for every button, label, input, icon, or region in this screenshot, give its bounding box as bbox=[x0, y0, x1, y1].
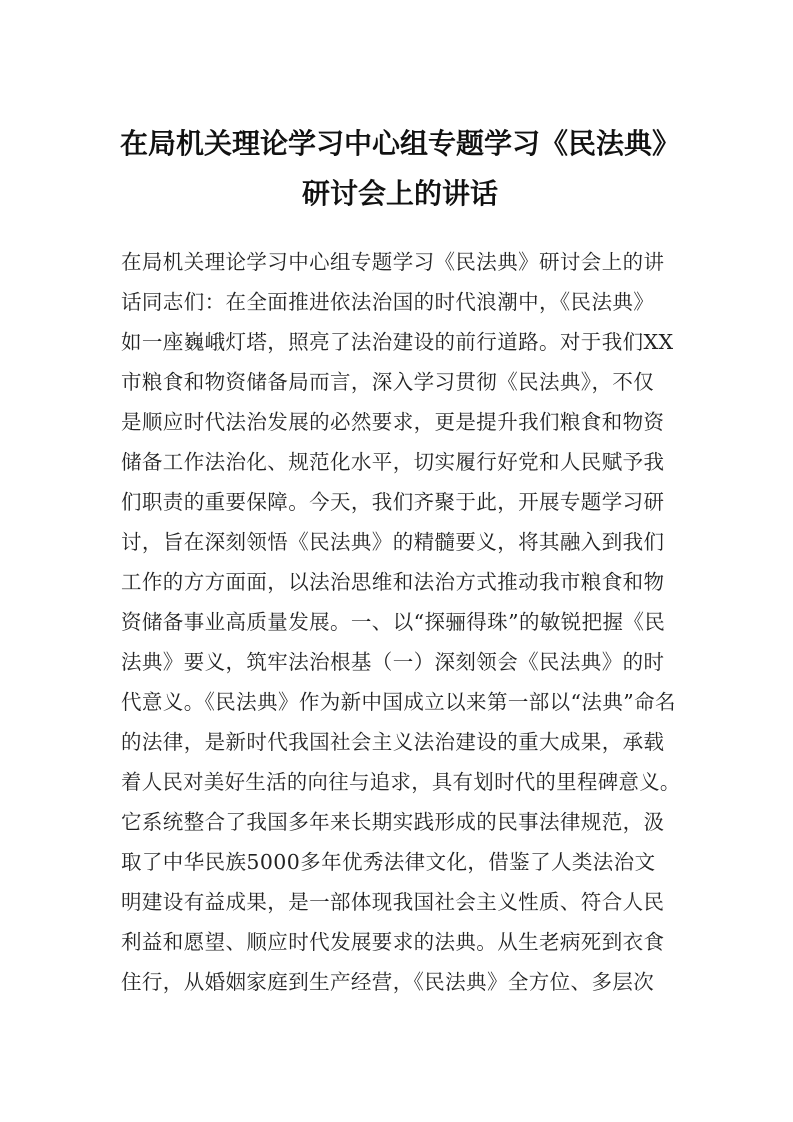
body-line: 着人民对美好生活的向往与追求，具有划时代的里程碑意义。 bbox=[121, 770, 681, 794]
body-line: 们职责的重要保障。今天，我们齐聚于此，开展专题学习研 bbox=[121, 490, 665, 514]
body-line: 住行，从婚姻家庭到生产经营，《民法典》全方位、多层次 bbox=[121, 970, 655, 994]
body-line: 工作的方方面面，以法治思维和法治方式推动我市粮食和物 bbox=[121, 570, 665, 594]
body-line: 明建设有益成果，是一部体现我国社会主义性质、符合人民 bbox=[121, 890, 665, 914]
body-line: 它系统整合了我国多年来长期实践形成的民事法律规范，汲 bbox=[121, 810, 665, 834]
body-line: 资储备事业高质量发展。一、以“探骊得珠”的敏锐把握《民 bbox=[121, 610, 666, 634]
document-title-line-2: 研讨会上的讲话 bbox=[301, 177, 498, 210]
body-line: 法典》要义，筑牢法治根基（一）深刻领会《民法典》的时 bbox=[121, 650, 665, 674]
document-title-line-1: 在局机关理论学习中心组专题学习《民法典》 bbox=[119, 127, 680, 160]
body-line: 市粮食和物资储备局而言，深入学习贯彻《民法典》，不仅 bbox=[121, 370, 655, 394]
body-line: 是顺应时代法治发展的必然要求，更是提升我们粮食和物资 bbox=[121, 410, 665, 434]
body-line: 话同志们：在全面推进依法治国的时代浪潮中，《民法典》 bbox=[121, 290, 655, 314]
body-line: 在局机关理论学习中心组专题学习《民法典》研讨会上的讲 bbox=[121, 250, 665, 274]
body-line: 储备工作法治化、规范化水平，切实履行好党和人民赋予我 bbox=[121, 450, 665, 474]
body-line: 取了中华民族5000多年优秀法律文化，借鉴了人类法治文 bbox=[121, 850, 656, 874]
body-line: 利益和愿望、顺应时代发展要求的法典。从生老病死到衣食 bbox=[121, 930, 665, 954]
body-line: 代意义。《民法典》作为新中国成立以来第一部以“法典”命名 bbox=[121, 690, 676, 714]
body-line: 如一座巍峨灯塔，照亮了法治建设的前行道路。对于我们XX bbox=[121, 330, 674, 354]
body-line: 的法律，是新时代我国社会主义法治建设的重大成果，承载 bbox=[121, 730, 665, 754]
body-line: 讨，旨在深刻领悟《民法典》的精髓要义，将其融入到我们 bbox=[121, 530, 665, 554]
